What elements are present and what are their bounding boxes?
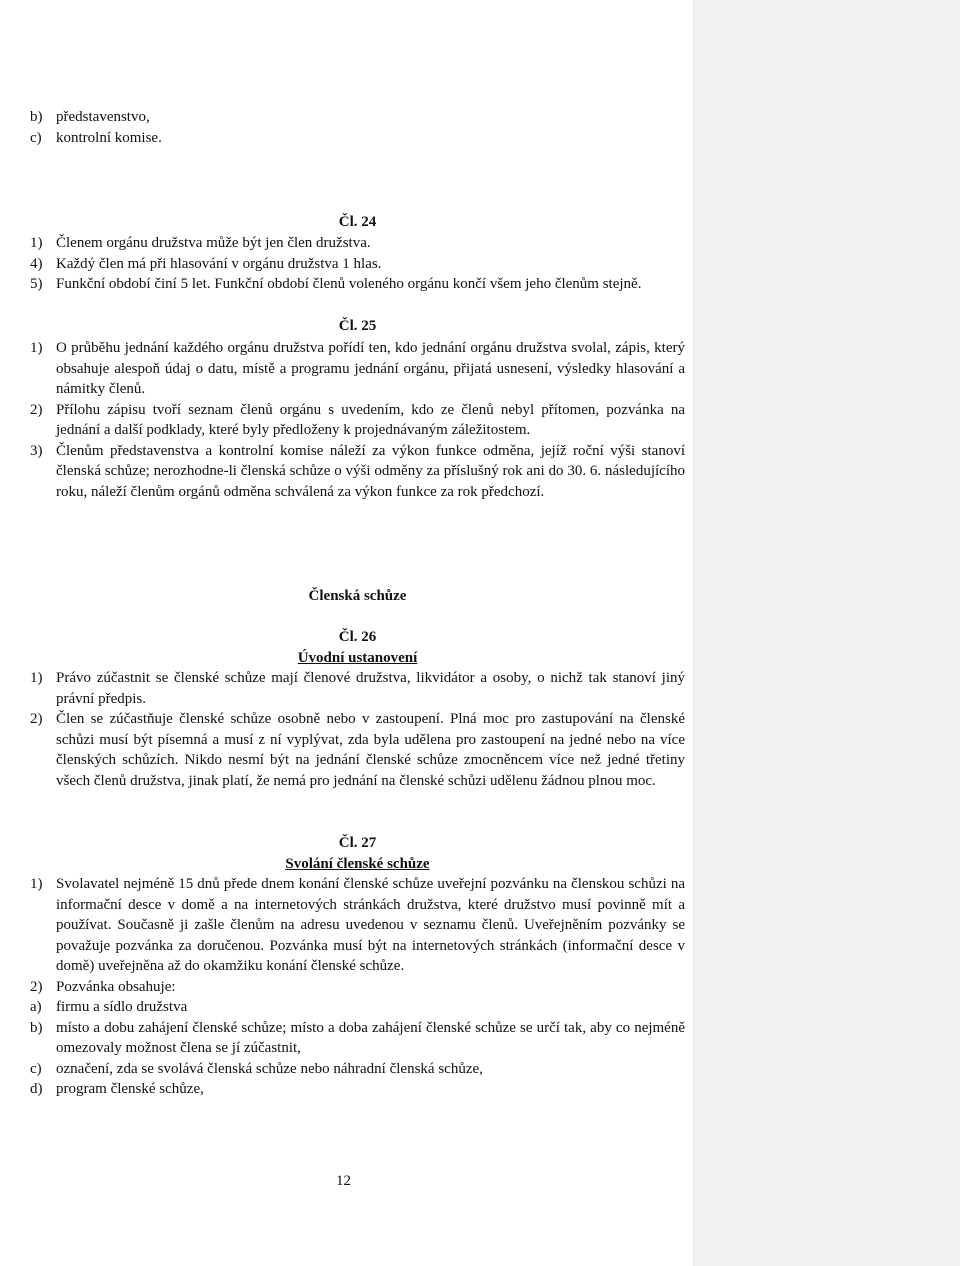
- list-item: 1) Právo zúčastnit se členské schůze mají členové družstva, likvidátor a osoby, o nichž tak stanoví jiný právní předpis.: [30, 670, 685, 707]
- list-item: 1) Svolavatel nejméně 15 dnů přede dnem konání členské schůze uveřejní pozvánku na členskou schůzi na informační desce v domě a na internetových stránkách družstva, které družstvo musí povinně mít a používat. Současně ji zašle členům na adresu uvedenou v seznamu členů. Uveřejněním pozvánky se považuje pozvánka za doručenou. Pozvánka musí být na internetových stránkách (informační desce v domě) uveřejněna až do okamžiku konání členské schůze.: [30, 876, 685, 974]
- list-item: 2) Pozvánka obsahuje:: [30, 978, 176, 995]
- article-26-body: [30, 668, 685, 791]
- page-number: 12: [336, 1173, 351, 1189]
- article-26-subheading: Úvodní ustanovení: [297, 650, 418, 666]
- sub-list-item: d) program členské schůze,: [30, 1081, 204, 1097]
- article-27-heading: Čl. 27: [338, 835, 377, 851]
- sub-list-item: a) firmu a sídlo družstva: [30, 999, 188, 1015]
- article-25-body: [30, 338, 685, 502]
- section-title: Členská schůze: [308, 588, 407, 604]
- comment-sidebar: [693, 0, 960, 1266]
- list-item: 1) Členem orgánu družstva může být jen člen družstva.: [30, 235, 371, 251]
- list-item: 2) Přílohu zápisu tvoří seznam členů orgánu s uvedením, kdo ze členů nebyl přítomen, pozvánka na jednání a další podklady, které byly předloženy k projednávaným záležitostem.: [30, 401, 685, 438]
- list-item: 4) Každý člen má při hlasování v orgánu družstva 1 hlas.: [30, 255, 382, 272]
- list-item: c) kontrolní komise.: [30, 129, 162, 146]
- organ-list: [30, 107, 685, 148]
- sub-list-item: c) označení, zda se svolává členská schůze nebo náhradní členská schůze,: [30, 1060, 483, 1077]
- article-27-subheading: Svolání členské schůze: [285, 856, 430, 872]
- list-item: 1) O průběhu jednání každého orgánu družstva pořídí ten, kdo jednání orgánu družstva svolal, zápis, který obsahuje alespoň údaj o datu, místě a programu jednání orgánu, přijatá usnesení, výsledky hlasování a námitky členů.: [30, 340, 685, 397]
- list-item: 2) Člen se zúčastňuje členské schůze osobně nebo v zastoupení. Plná moc pro zastupování na členské schůzi musí být písemná a musí z ní vyplývat, zda byla udělena pro zastoupení na jedné nebo na více členských schůzích. Nikdo nesmí být na jednání členské schůze zmocněncem více než jedné třetiny všech členů družstva, jinak platí, že nemá pro jednání na členské schůzi udělenu žádnou plnou moc.: [30, 711, 685, 789]
- article-27-body: [30, 874, 685, 1100]
- article-26-heading: Čl. 26: [338, 629, 377, 645]
- list-item: b) představenstvo,: [30, 109, 150, 125]
- article-24-body: [30, 233, 685, 295]
- list-item: 3) Členům představenstva a kontrolní komise náleží za výkon funkce odměna, jejíž roční výši stanoví členská schůze; nerozhodne-li členská schůze o výši odměny za příslušný rok ani do 30. 6. následujícího roku, náleží členům orgánů odměna schválená za výkon funkce za rok předchozí.: [30, 442, 685, 500]
- article-24-heading: Čl. 24: [338, 214, 377, 230]
- list-item: 5) Funkční období činí 5 let. Funkční období členů voleného orgánu končí všem jeho členům stejně.: [30, 276, 642, 292]
- article-25-heading: Čl. 25: [338, 318, 377, 334]
- sub-list-item: b) místo a dobu zahájení členské schůze; místo a doba zahájení členské schůze se určí tak, aby co nejméně omezovaly možnost člena se jí zúčastnit,: [30, 1019, 685, 1056]
